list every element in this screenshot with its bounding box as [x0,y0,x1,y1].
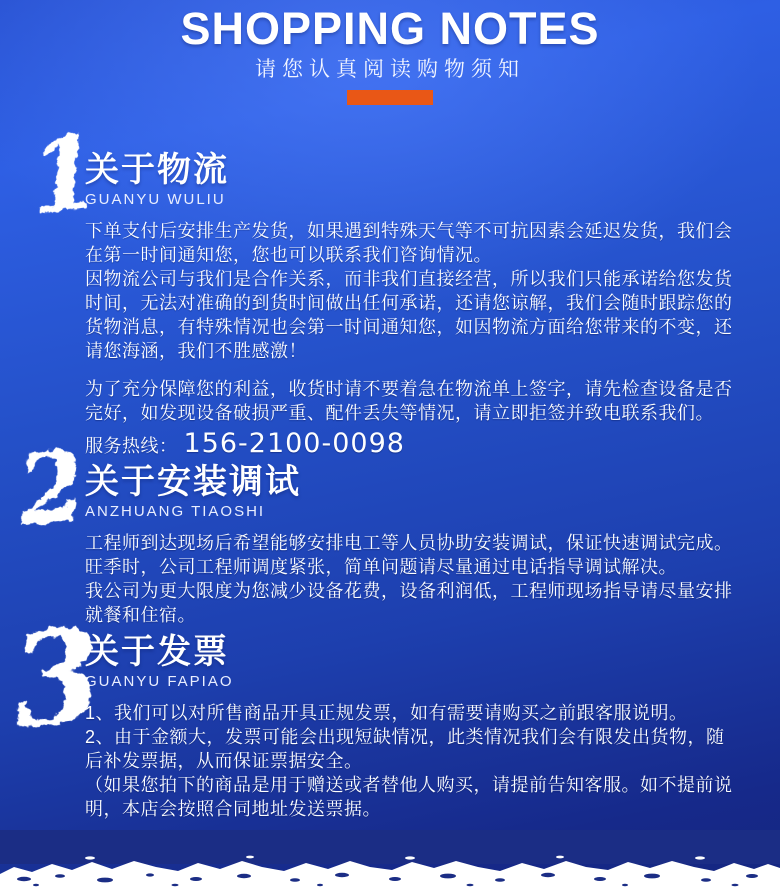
orange-accent-bar [347,90,433,105]
hotline-label: 服务热线： [85,436,178,456]
paragraph: 工程师到达现场后希望能够安排电工等人员协助安装调试，保证快速调试完成。 [85,533,733,553]
section-logistics-title: 关于物流 [85,151,229,189]
paragraph: 因物流公司与我们是合作关系，而非我们直接经营，所以我们只能承诺给您发货时间，无法对准确的到货时间做出任何承诺，还请您谅解，我们会随时跟踪您的货物消息，有特殊情况也会第一时间通知您，如因物流方面给您带来的不变，还请您海涵，我们不胜感激！ [85,269,733,361]
section-logistics-body [85,219,742,458]
paragraph: 1、我们可以对所售商品开具正规发票，如有需要请购买之前跟客服说明。 [85,703,688,723]
section-invoice-title: 关于发票 [85,633,229,671]
paragraph: 旺季时，公司工程师调度紧张，简单问题请尽量通过电话指导调试解决。 [85,557,677,577]
section-invoice-body [85,701,742,821]
section-logistics-pinyin: GUANYU WULIU [85,191,226,208]
brush-number-2: 2 [12,428,91,549]
paragraph: 我公司为更大限度为您减少设备花费，设备利润低，工程师现场指导请尽量安排就餐和住宿。 [85,581,733,625]
paragraph: 2、由于金额大，发票可能会出现短缺情况，此类情况我们会有限发出货物，随后补发票据，从而保证票据安全。 [85,727,725,771]
header [0,0,780,105]
footer [0,830,780,892]
section-installation-pinyin: ANZHUANG TIAOSHI [85,503,266,520]
brush-number-1: 1 [24,112,106,238]
brush-number-3: 3 [4,599,109,759]
paragraph: （如果您拍下的商品是用于赠送或者替他人购买，请提前告知客服。如不提前说明，本店会按照合同地址发送票据。 [85,775,733,819]
section-invoice-pinyin: GUANYU FAPIAO [85,673,234,690]
paragraph: 为了充分保障您的利益，收货时请不要着急在物流单上签字，请先检查设备是否完好，如发现设备破损严重、配件丢失等情况，请立即拒签并致电联系我们。 [85,379,733,423]
section-installation-body [85,531,742,627]
hotline-number: 156-2100-0098 [183,428,405,459]
page-title: SHOPPING NOTES [180,3,600,54]
page-subtitle: 请您认真阅读购物须知 [255,57,525,81]
section-installation-title: 关于安装调试 [85,463,301,501]
footer-brush-edge [0,852,780,892]
paragraph: 下单支付后安排生产发货，如果遇到特殊天气等不可抗因素会延迟发货，我们会在第一时间通知您，您也可以联系我们咨询情况。 [85,221,733,265]
section-logistics [0,112,780,459]
